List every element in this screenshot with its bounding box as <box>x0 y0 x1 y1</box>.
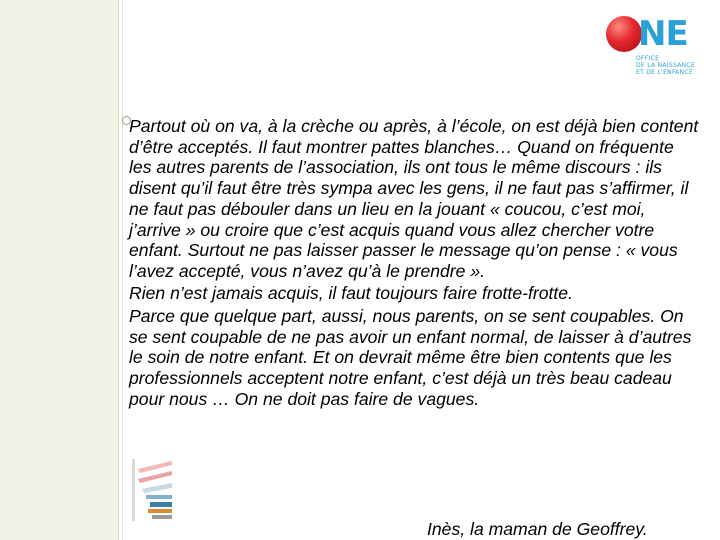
band-divider-line-inner <box>122 0 123 540</box>
logo-subtitle-line-2: DE LA NAISSANCE <box>636 62 695 69</box>
one-logo <box>604 14 716 80</box>
logo-subtitle-line-1: OFFICE <box>636 55 660 62</box>
quote-paragraph-3: Parce que quelque part, aussi, nous parents, on se sent coupables. On se sent coupable de ne pas avoir un enfant normal, de laisser à d’autres le soin de notre enfant. Et on devrait même être bien contents que les professionnels acceptent notre enfant, c’est déjà un très beau cadeau pour nous … On ne doit pas faire de vagues. <box>129 305 692 409</box>
signature-text: Inès, la maman de Geoffrey. <box>427 519 648 539</box>
left-decorative-band <box>0 0 118 540</box>
quote-paragraph-1: Partout où on va, à la crèche ou après, à l’école, on est déjà bien content d’être acceptés. Il faut montrer pattes blanches… Quand on fréquente les autres parents de l’association, ils ont tous le même discours : ils disent qu’il faut être très sympa avec les gens, il ne faut pas s’affirmer, il ne faut pas débouler dans un lieu en la jouant « coucou, c’est moi, j’arrive » ou croire que c’est acquis quand vous allez chercher votre enfant. Surtout ne pas laisser passer le message qu’on pense : « vous l’avez accepté, vous n’avez qu’à le prendre ». <box>129 116 699 281</box>
quote-text <box>129 116 701 411</box>
logo-red-ball <box>606 16 642 52</box>
band-divider-line <box>118 0 119 540</box>
quote-paragraph-2: Rien n’est jamais acquis, il faut toujours faire frotte-frotte. <box>129 283 573 304</box>
logo-wordmark: NE <box>638 14 688 54</box>
book-thumbnail-image <box>132 459 176 521</box>
logo-subtitle <box>636 55 695 76</box>
logo-subtitle-line-3: ET DE L'ENFANCE <box>636 69 693 76</box>
